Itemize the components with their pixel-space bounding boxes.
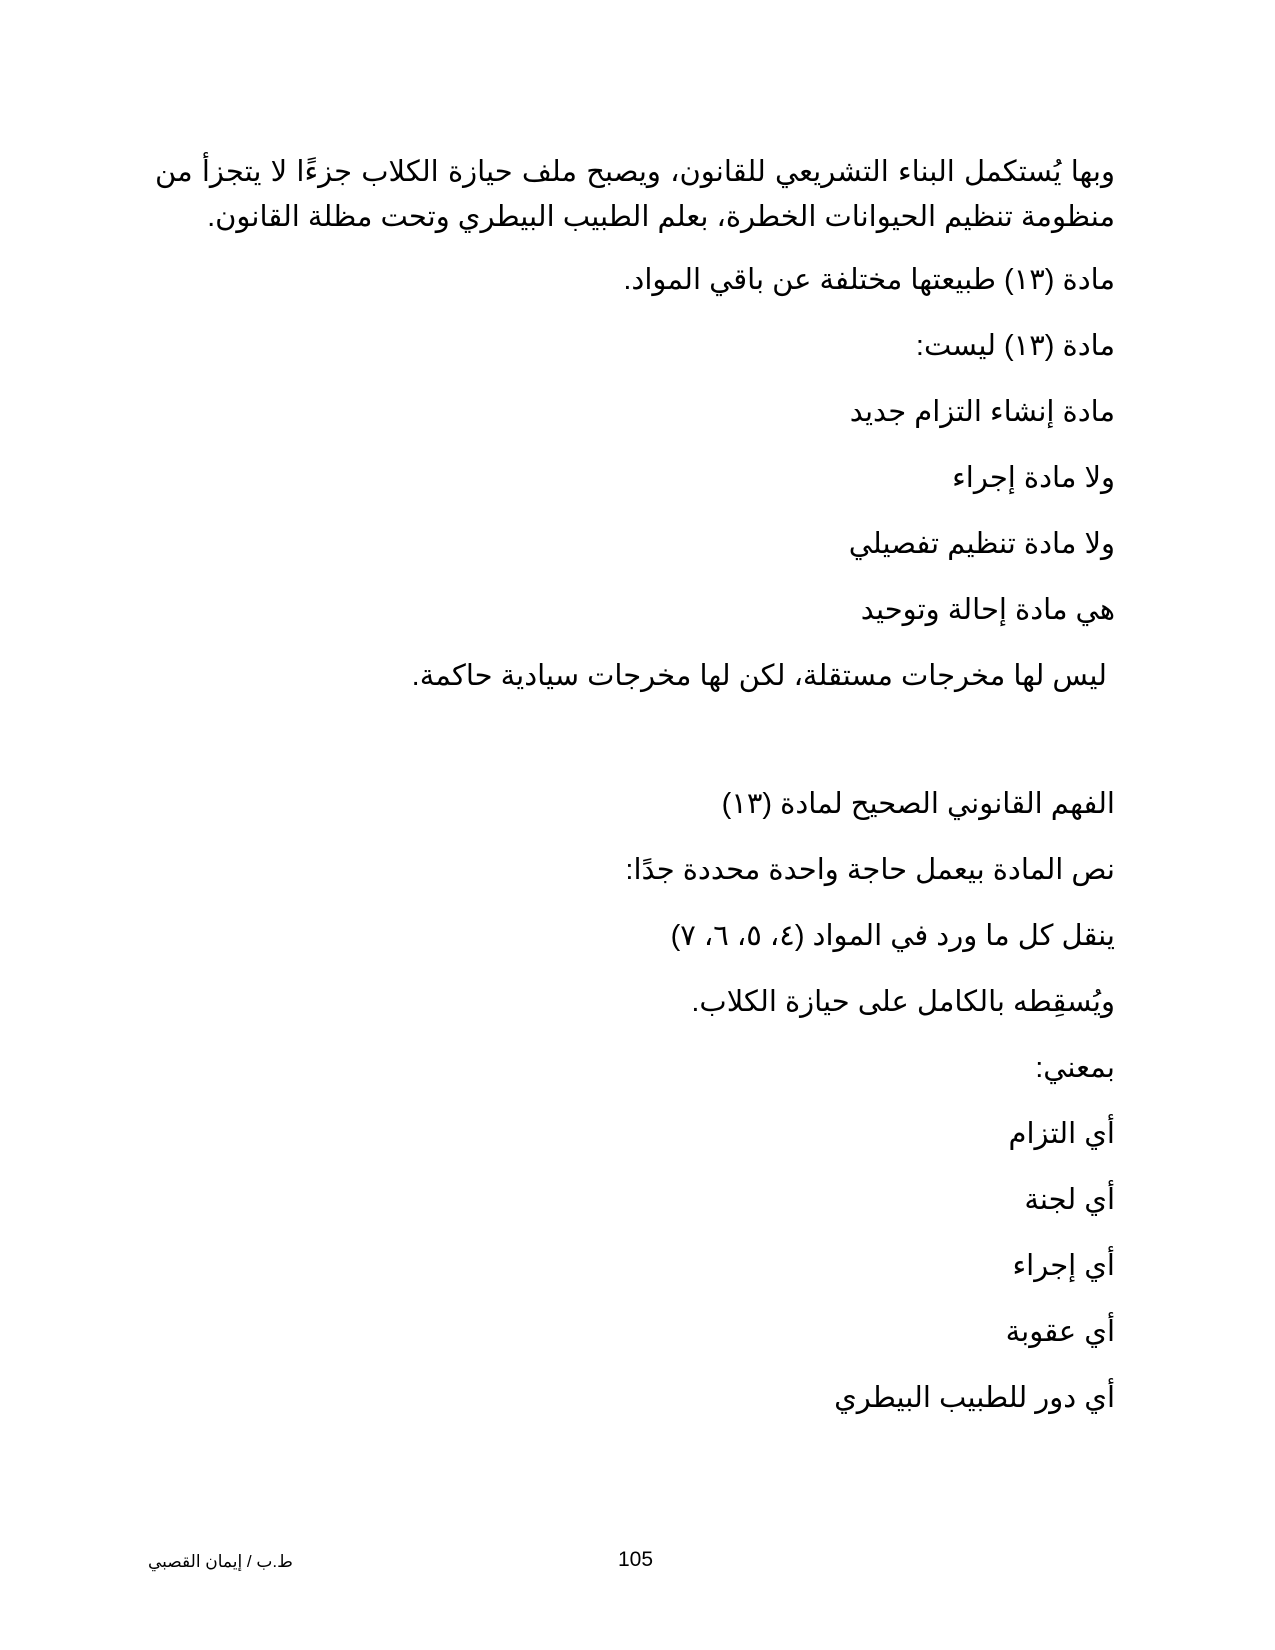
list-item: أي إجراء <box>1012 1250 1115 1282</box>
text-line: مادة (١٣) ليست: <box>915 330 1115 362</box>
list-item: أي التزام <box>1008 1118 1115 1150</box>
text-line: ولا مادة إجراء <box>952 462 1115 494</box>
section-heading: الفهم القانوني الصحيح لمادة (١٣) <box>721 788 1115 820</box>
text-line: ولا مادة تنظيم تفصيلي <box>848 528 1115 560</box>
text-line: ليس لها مخرجات مستقلة، لكن لها مخرجات سيادية حاكمة. <box>411 660 1107 692</box>
list-item: أي لجنة <box>1024 1184 1115 1216</box>
text-line: بمعني: <box>1035 1052 1115 1084</box>
text-line: مادة إنشاء التزام جديد <box>849 396 1115 428</box>
section-gap <box>155 722 1115 784</box>
page-body <box>155 150 1115 1444</box>
text-line: مادة (١٣) طبيعتها مختلفة عن باقي المواد. <box>623 264 1115 296</box>
text-line: هي مادة إحالة وتوحيد <box>860 594 1115 626</box>
text-line: ينقل كل ما ورد في المواد (٤، ٥، ٦، ٧) <box>670 920 1115 952</box>
section-correct-understanding <box>155 784 1115 1444</box>
footer-author: ط.ب / إيمان القصبي <box>148 1552 293 1571</box>
section-article-13-nature <box>155 260 1115 722</box>
intro-paragraph: وبها يُستكمل البناء التشريعي للقانون، ويصبح ملف حيازة الكلاب جزءًا لا يتجزأ من منظومة تنظيم الحيوانات الخطرة، بعلم الطبيب البيطري وتحت مظلة القانون. <box>155 156 1115 233</box>
text-line: نص المادة بيعمل حاجة واحدة محددة جدًا: <box>625 854 1115 886</box>
text-line: ويُسقِطه بالكامل على حيازة الكلاب. <box>691 986 1115 1018</box>
page-number: 105 <box>618 1548 654 1571</box>
list-item: أي عقوبة <box>1005 1316 1115 1348</box>
list-item: أي دور للطبيب البيطري <box>834 1382 1115 1414</box>
